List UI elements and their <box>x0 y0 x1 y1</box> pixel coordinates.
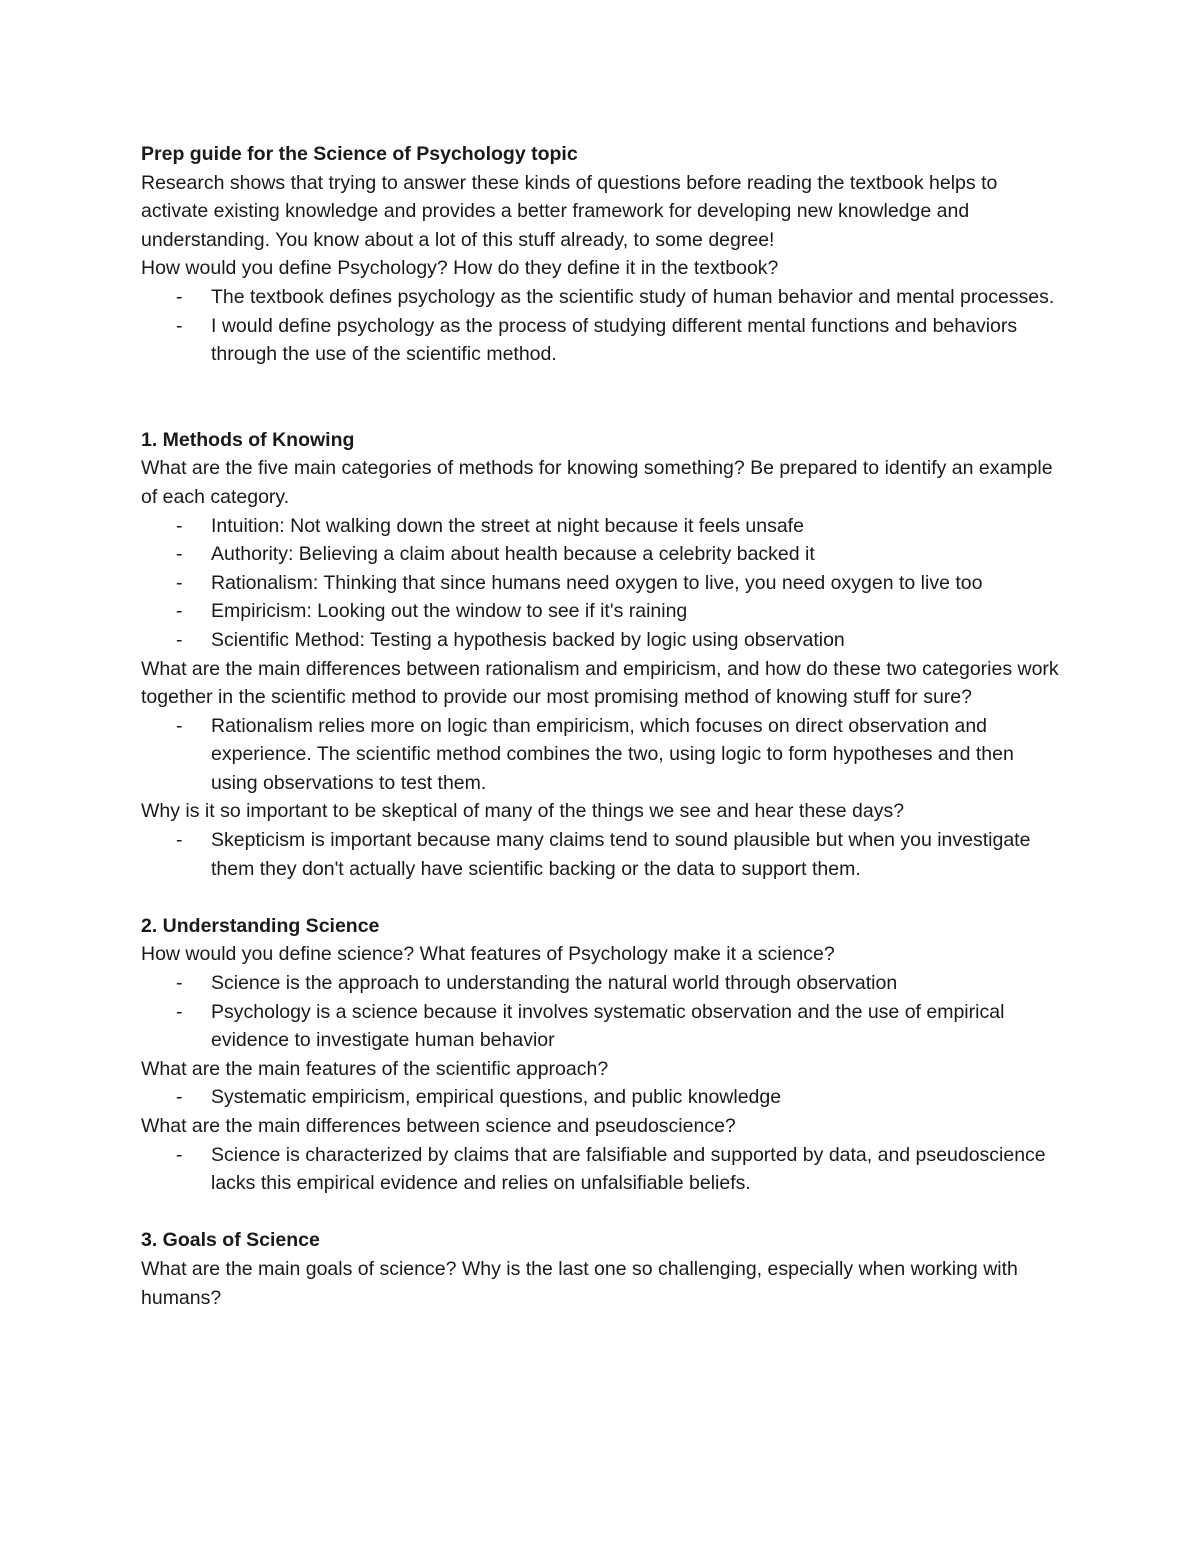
list-item: - Authority: Believing a claim about health because a celebrity backed it <box>141 540 1061 569</box>
section-heading-understanding-science: 2. Understanding Science <box>141 914 380 937</box>
list-item: - Rationalism relies more on logic than empiricism, which focuses on direct observation and experience. The scientific method combines the two, using logic to form hypotheses and then using observations to test them. <box>141 712 1061 798</box>
answer-list <box>141 1083 1061 1112</box>
answer-list <box>141 826 1061 883</box>
answer-list <box>141 512 1061 655</box>
document-title: Prep guide for the Science of Psychology topic <box>141 143 578 165</box>
answer-list <box>141 712 1061 798</box>
answer-list <box>141 1141 1061 1198</box>
list-item: - Intuition: Not walking down the street at night because it feels unsafe <box>141 512 1061 541</box>
question: What are the main differences between science and pseudoscience? <box>141 1115 736 1137</box>
list-item: - Scientific Method: Testing a hypothesis backed by logic using observation <box>141 626 1061 655</box>
list-item: - Science is the approach to understanding the natural world through observation <box>141 969 1061 998</box>
question: Why is it so important to be skeptical of many of the things we see and hear these days? <box>141 800 905 823</box>
answer-list <box>141 969 1061 1055</box>
list-item: - Skepticism is important because many claims tend to sound plausible but when you investigate them they don't actually have scientific backing or the data to support them. <box>141 826 1061 883</box>
question: What are the five main categories of methods for knowing something? Be prepared to identify an example of each category. <box>141 457 1053 508</box>
list-item: - Rationalism: Thinking that since humans need oxygen to live, you need oxygen to live too <box>141 569 1061 598</box>
intro-paragraph: Research shows that trying to answer these kinds of questions before reading the textbook helps to activate existing knowledge and provides a better framework for developing new knowledge and understanding. You know about a lot of this stuff already, to some degree! <box>141 171 998 251</box>
list-item: - Science is characterized by claims that are falsifiable and supported by data, and pseudoscience lacks this empirical evidence and relies on unfalsifiable beliefs. <box>141 1141 1061 1198</box>
section-heading-methods-of-knowing: 1. Methods of Knowing <box>141 428 355 451</box>
intro-answer-list <box>141 283 1061 369</box>
question: What are the main differences between rationalism and empiricism, and how do these two categories work together in the scientific method to provide our most promising method of knowing stuff for sure? <box>141 657 1059 709</box>
question: What are the main goals of science? Why is the last one so challenging, especially when working with humans? <box>141 1257 1018 1309</box>
question: How would you define science? What features of Psychology make it a science? <box>141 943 835 966</box>
list-item: - Systematic empiricism, empirical questions, and public knowledge <box>141 1083 1061 1112</box>
document-page <box>141 140 1061 1312</box>
list-item: - The textbook defines psychology as the scientific study of human behavior and mental processes. <box>141 283 1061 312</box>
intro-question: How would you define Psychology? How do they define it in the textbook? <box>141 257 779 280</box>
list-item: - I would define psychology as the process of studying different mental functions and behaviors through the use of the scientific method. <box>141 312 1061 369</box>
list-item: - Psychology is a science because it involves systematic observation and the use of empirical evidence to investigate human behavior <box>141 998 1061 1055</box>
question: What are the main features of the scientific approach? <box>141 1057 609 1080</box>
section-heading-goals-of-science: 3. Goals of Science <box>141 1229 320 1252</box>
list-item: - Empiricism: Looking out the window to see if it's raining <box>141 597 1061 626</box>
